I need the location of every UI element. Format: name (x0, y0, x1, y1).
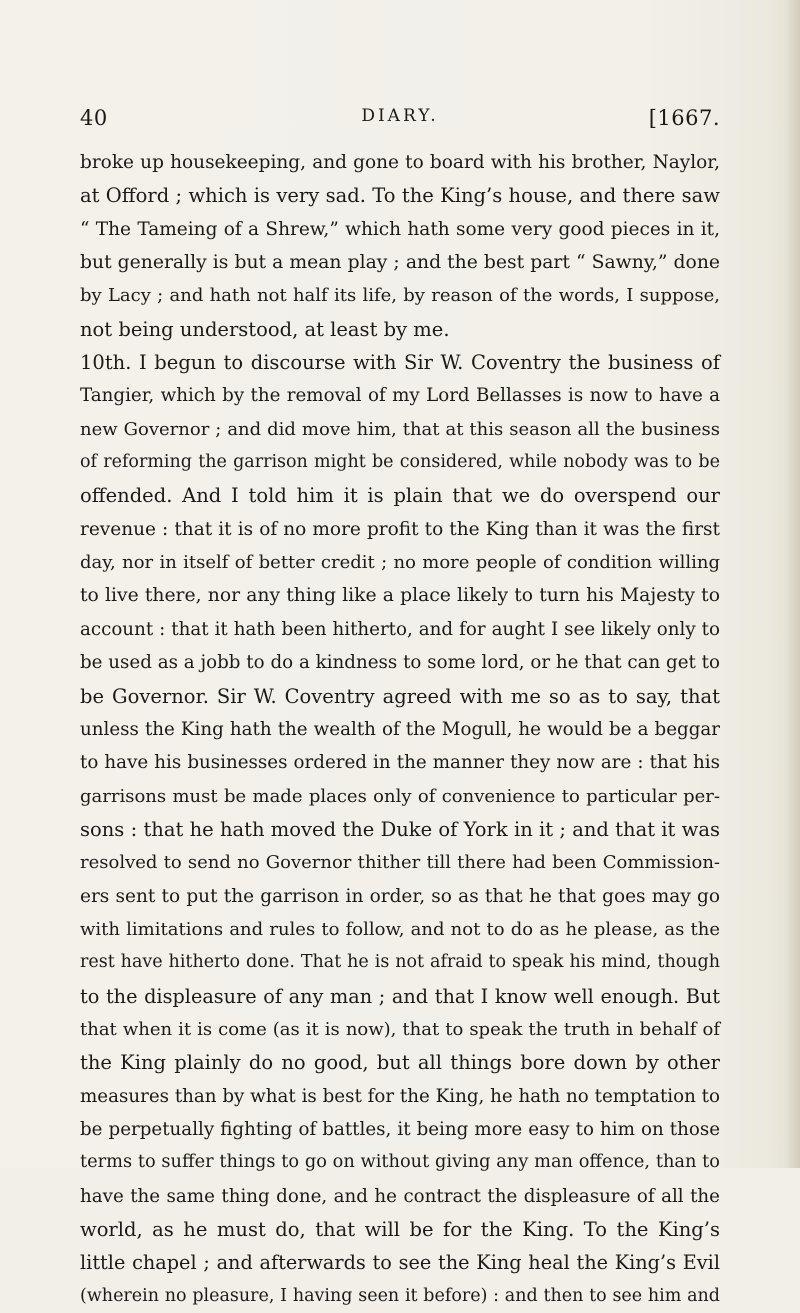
page-edge-shadow (786, 0, 800, 1168)
text-line: that when it is come (as it is now), that to speak the truth in behalf of (80, 1018, 720, 1040)
text-line: unless the King hath the wealth of the Mogull, he would be a beggar (80, 718, 720, 740)
text-line: rest have hitherto done. That he is not afraid to speak his mind, though (80, 952, 720, 973)
text-line: be used as a jobb to do a kindness to some lord, or he that can get to (80, 652, 720, 674)
running-head: DIARY. (361, 106, 439, 126)
text-line: measures than by what is best for the King, he hath no temptation to (80, 1085, 720, 1107)
text-line: be Governor. Sir W. Coventry agreed with me so as to say, that (80, 684, 720, 708)
text-line: with limitations and rules to follow, and not to do as he please, as the (80, 918, 720, 940)
page-header (80, 106, 720, 136)
text-line: little chapel ; and afterwards to see the King heal the King’s Evil (80, 1251, 720, 1275)
text-line: new Governor ; and did move him, that at this season all the business (80, 418, 720, 440)
text-line: the King plainly do no good, but all things bore down by other (80, 1051, 720, 1075)
text-line: but generally is but a mean play ; and the best part “ Sawny,” done (80, 252, 720, 274)
year-marker: [1667. (648, 106, 720, 130)
page-number: 40 (80, 106, 108, 130)
text-line: to live there, nor any thing like a place likely to turn his Majesty to (80, 585, 720, 607)
text-line: account : that it hath been hitherto, and for aught I see likely only to (80, 618, 720, 640)
text-line: by Lacy ; and hath not half its life, by reason of the words, I suppose, (80, 285, 720, 307)
text-line: garrisons must be made places only of convenience to particular per- (80, 785, 720, 807)
text-line: of reforming the garrison might be considered, while nobody was to be (80, 452, 720, 473)
text-line: terms to suffer things to go on without giving any man offence, than to (80, 1152, 720, 1173)
text-line: resolved to send no Governor thither till there had been Commission- (80, 852, 720, 874)
text-line: day, nor in itself of better credit ; no more people of condition willing (80, 552, 720, 574)
text-line: to have his businesses ordered in the manner they now are : that his (80, 752, 720, 774)
text-line: have the same thing done, and he contract the displeasure of all the (80, 1185, 720, 1207)
text-line: to the displeasure of any man ; and that I know well enough. But (80, 984, 720, 1008)
text-line: not being understood, at least by me. (80, 317, 450, 341)
text-line: sons : that he hath moved the Duke of York in it ; and that it was (80, 817, 720, 841)
text-line: “ The Tameing of a Shrew,” which hath some very good pieces in it, (80, 218, 720, 240)
text-line: revenue : that it is of no more profit to the King than it was the first (80, 518, 720, 540)
text-line: 10th. I begun to discourse with Sir W. Coventry the business of (80, 351, 720, 375)
text-line: (wherein no pleasure, I having seen it before) : and then to see him and (80, 1285, 720, 1306)
text-line: at Offord ; which is very sad. To the King’s house, and there saw (80, 184, 720, 208)
text-line: be perpetually fighting of battles, it being more easy to him on those (80, 1118, 720, 1140)
body-text (80, 146, 720, 1313)
text-line: broke up housekeeping, and gone to board with his brother, Naylor, (80, 152, 720, 173)
text-line: world, as he must do, that will be for the King. To the King’s (80, 1218, 720, 1241)
text-line: ers sent to put the garrison in order, so as that he that goes may go (80, 885, 720, 907)
text-line: Tangier, which by the removal of my Lord Bellasses is now to have a (80, 385, 720, 407)
text-line: offended. And I told him it is plain that we do overspend our (80, 484, 720, 508)
